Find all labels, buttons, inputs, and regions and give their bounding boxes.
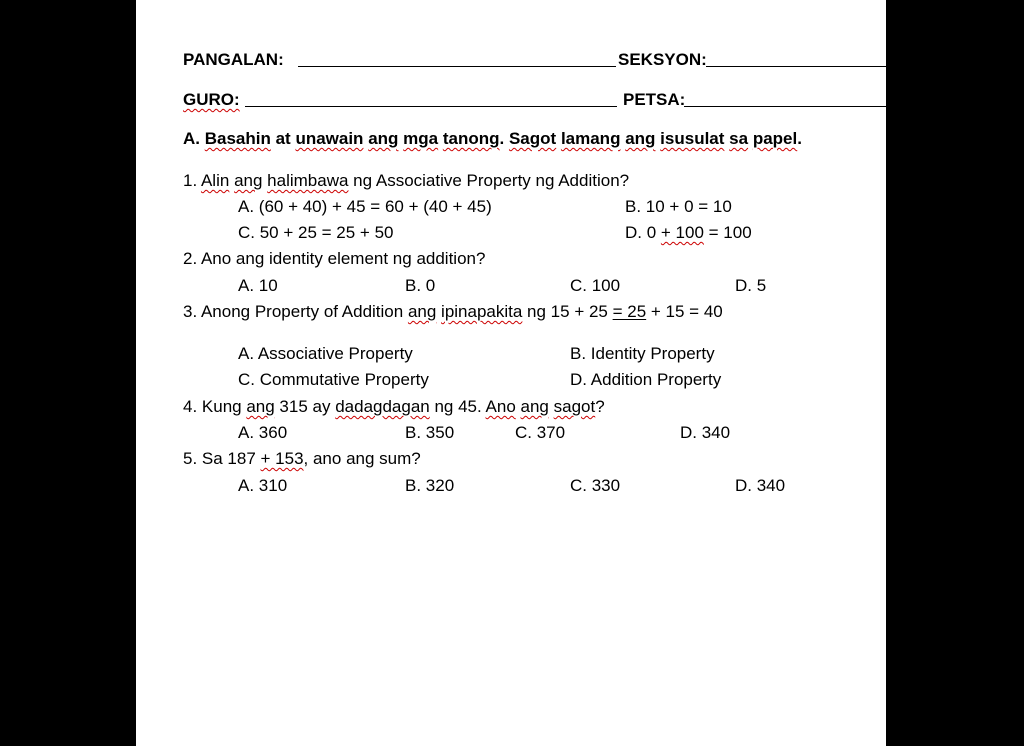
- q5-choice-c: C. 330: [570, 476, 621, 495]
- q1-choice-c: C. 50 + 25 = 25 + 50: [238, 223, 394, 242]
- q1-choice-b: B. 10 + 0 = 10: [625, 197, 732, 216]
- q3-choice-c: C. Commutative Property: [238, 370, 429, 389]
- q3-choice-a: A. Associative Property: [238, 344, 413, 363]
- q1-choice-a: A. (60 + 40) + 45 = 60 + (40 + 45): [238, 197, 492, 216]
- q3-choice-d: D. Addition Property: [570, 370, 722, 389]
- q5-choice-b: B. 320: [405, 476, 455, 495]
- guro-word: GURO:: [183, 90, 240, 109]
- petsa-blank: [684, 106, 886, 107]
- q2-choice-b: B. 0: [405, 276, 436, 295]
- q3-choice-b: B. Identity Property: [570, 344, 715, 363]
- q5-choice-d: D. 340: [735, 476, 786, 495]
- q2-choice-d: D. 5: [735, 276, 767, 295]
- pangalan-blank: [298, 66, 616, 67]
- q2-choice-a: A. 10: [238, 276, 278, 295]
- seksyon-blank: [706, 66, 886, 67]
- q2-choice-c: C. 100: [570, 276, 621, 295]
- guro-label: [183, 90, 240, 110]
- q4-choice-b: B. 350: [405, 423, 455, 442]
- q5-choice-a: A. 310: [238, 476, 288, 495]
- question-1: 1. Alin ang halimbawa ng Associative Property ng Addition?: [183, 171, 630, 190]
- guro-blank: [245, 106, 617, 107]
- pangalan-label: PANGALAN:: [183, 50, 284, 69]
- q1-choice-d: D. 0 + 100 = 100: [625, 223, 752, 242]
- petsa-label: PETSA:: [623, 90, 686, 109]
- seksyon-label: SEKSYON:: [618, 50, 707, 69]
- question-2: 2. Ano ang identity element ng addition?: [183, 249, 486, 268]
- question-3: 3. Anong Property of Addition ang ipinapakita ng 15 + 25 = 25 + 15 = 40: [183, 302, 723, 321]
- q4-choice-a: A. 360: [238, 423, 288, 442]
- q4-choice-c: C. 370: [515, 423, 566, 442]
- q4-choice-d: D. 340: [680, 423, 731, 442]
- question-5: 5. Sa 187 + 153, ano ang sum?: [183, 449, 421, 468]
- instructions-heading: A. Basahin at unawain ang mga tanong. Sagot lamang ang isusulat sa papel.: [183, 129, 802, 148]
- question-4: 4. Kung ang 315 ay dadagdagan ng 45. Ano ang sagot?: [183, 397, 605, 416]
